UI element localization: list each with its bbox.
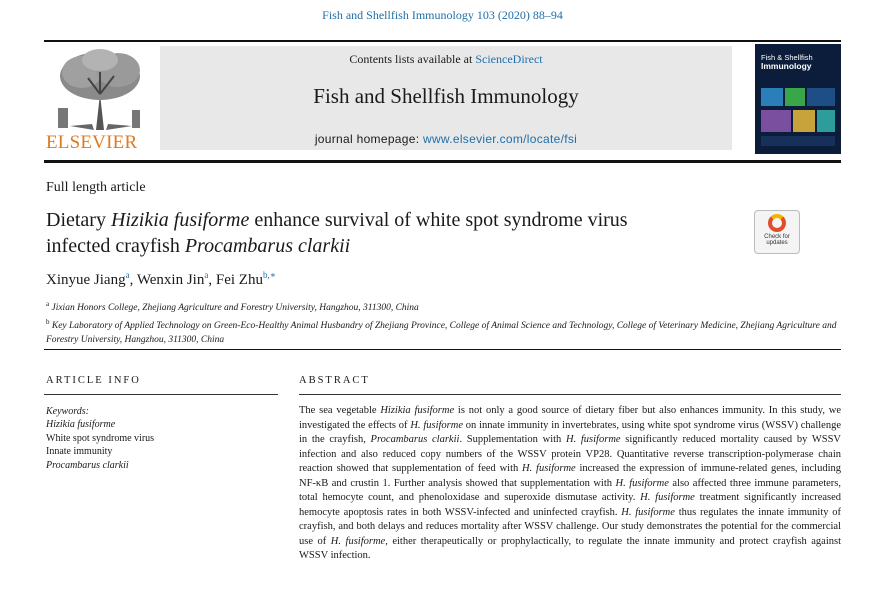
title-species-2: Procambarus clarkii xyxy=(184,235,351,257)
cover-title-line-1: Fish & Shellfish xyxy=(761,53,813,62)
abstract-segment: increased the expression of immune-related genes, including NF-κB and crustin 1. Further analysis showed that supplementation with xyxy=(299,463,841,489)
author-separator: , xyxy=(129,272,137,288)
abstract-species: Hizikia fusiforme xyxy=(380,405,455,416)
article-type: Full length article xyxy=(46,180,146,195)
title-part: enhance survival of white spot syndrome virus xyxy=(249,209,628,231)
abstract-segment: , either therapeutically or prophylactically, to regulate the innate immunity and protect crayfish against WSSV infection. xyxy=(299,535,842,561)
abstract-species: H. fusiforme xyxy=(640,492,695,503)
journal-cover-image[interactable] xyxy=(755,44,841,154)
title-part: Dietary xyxy=(46,209,111,231)
abstract-species: H. fusiforme xyxy=(621,506,675,518)
author-affiliation-link[interactable]: b,∗ xyxy=(262,270,276,280)
author-name[interactable]: Wenxin Jin xyxy=(136,272,205,288)
abstract-species: Procambarus clarkii xyxy=(370,434,460,445)
homepage-line xyxy=(160,132,732,146)
affiliation-b: $^b$ Key Laboratory of Applied Technology on Green-Eco-Healthy Animal Husbandry of Zhejiang Province, College of Animal Science and Technology, College of Veterinary Medicine, Zhejiang Agriculture and Forestry University, Hangzhou, 311300, China xyxy=(46,318,837,346)
article-info-heading: ARTICLE INFO xyxy=(46,375,141,386)
title-species-1: Hizikia fusiforme xyxy=(110,209,250,231)
journal-reference-link[interactable]: Fish and Shellfish Immunology 103 (2020) 88–94 xyxy=(322,8,563,22)
article-title xyxy=(46,207,736,259)
author-name[interactable]: Xinyue Jiang xyxy=(46,272,126,288)
publisher-wordmark: ELSEVIER xyxy=(46,132,138,153)
update-badge-icon xyxy=(768,214,786,232)
homepage-prefix: journal homepage: xyxy=(314,132,423,146)
section-divider xyxy=(44,349,841,350)
author-name[interactable]: Fei Zhu xyxy=(215,272,263,288)
keyword-item: Innate immunity xyxy=(46,446,113,458)
cover-title xyxy=(761,54,813,71)
abstract-segment: on innate immunity in invertebrates, using white spot syndrome virus (WSSV) challenge in the crayfish, xyxy=(299,419,841,445)
author-affiliation-link[interactable]: a xyxy=(204,270,209,280)
contents-prefix: Contents lists available at xyxy=(349,52,476,66)
sciencedirect-link[interactable]: ScienceDirect xyxy=(475,52,543,66)
abstract-heading: ABSTRACT xyxy=(299,375,370,386)
keyword-item: White spot syndrome virus xyxy=(46,432,155,444)
affiliation-a-text: Jixian Honors College, Zhejiang Agriculture and Forestry University, Hangzhou, 311300, China xyxy=(51,303,419,314)
keywords-label: Keywords: xyxy=(46,406,89,417)
keyword-item: Hizikia fusiforme xyxy=(46,419,116,431)
journal-reference[interactable] xyxy=(0,8,885,23)
abstract-segment: treatment significantly increased hemocyte apoptosis rates in both WSSV-infected and uninfected crayfish. xyxy=(299,492,842,518)
contents-line xyxy=(160,52,732,67)
journal-banner xyxy=(160,46,732,150)
abstract-species: H. fusiforme xyxy=(522,463,576,474)
header-divider xyxy=(44,160,841,163)
affiliations xyxy=(46,297,841,347)
check-for-updates-button[interactable] xyxy=(754,210,800,254)
abstract-species: H. fusiforme xyxy=(410,419,463,431)
affiliation-b-text: Key Laboratory of Applied Technology on Green-Eco-Healthy Animal Husbandry of Zhejiang Province, College of Animal Science and Technology, College of Veterinary Medicine, Zhejiang Agriculture and Forestry University, Hangzhou, 311300, China xyxy=(46,321,837,346)
abstract-segment: significantly reduced mortality caused by WSSV infection and also reduced copy numbers of the WSSV protein VP28. Quantitative reverse transcription-polymerase chain reaction showed that supplementation of feed with xyxy=(299,434,842,474)
abstract-segment: . Supplementation with xyxy=(459,434,566,445)
affiliation-a: $^a$ Jixian Honors College, Zhejiang Agriculture and Forestry University, Hangzhou, 311300, China xyxy=(46,300,419,314)
article-info-divider xyxy=(44,394,278,395)
check-updates-label: Check for updates xyxy=(764,234,790,246)
author-separator: , xyxy=(208,272,216,288)
top-divider xyxy=(44,40,841,42)
elsevier-logo xyxy=(44,46,156,154)
abstract-segment: also affected three immune parameters, total hemocyte count, and phenoloxidase and superoxide dismutase activity. xyxy=(299,477,842,503)
abstract-segment: The sea vegetable xyxy=(299,405,381,416)
homepage-link[interactable]: www.elsevier.com/locate/fsi xyxy=(422,132,578,146)
abstract-segment: thus regulates the innate immunity of crayfish, and both delays and reduces mortality after WSSV challenge. Our study demonstrates the potential for the commercial use of xyxy=(299,506,842,547)
keyword-item: Procambarus clarkii xyxy=(46,459,129,471)
tree-logo-icon xyxy=(44,46,156,132)
cover-title-line-2: Immunology xyxy=(761,61,812,71)
author-list xyxy=(46,270,276,289)
journal-title: Fish and Shellfish Immunology xyxy=(313,84,579,108)
abstract-divider xyxy=(299,394,841,395)
abstract-segment: is not only a good source of dietary fiber but also enhances immunity. In this study, we investigated the effects of xyxy=(299,405,841,431)
keywords-block xyxy=(46,405,154,472)
abstract-species: H. fusiforme xyxy=(615,477,669,489)
author-affiliation-link[interactable]: a xyxy=(125,270,130,280)
abstract-species: H. fusiforme xyxy=(565,434,621,445)
title-part: infected crayfish xyxy=(46,235,185,257)
abstract-text xyxy=(299,404,841,564)
abstract-species: H. fusiforme xyxy=(330,535,386,547)
